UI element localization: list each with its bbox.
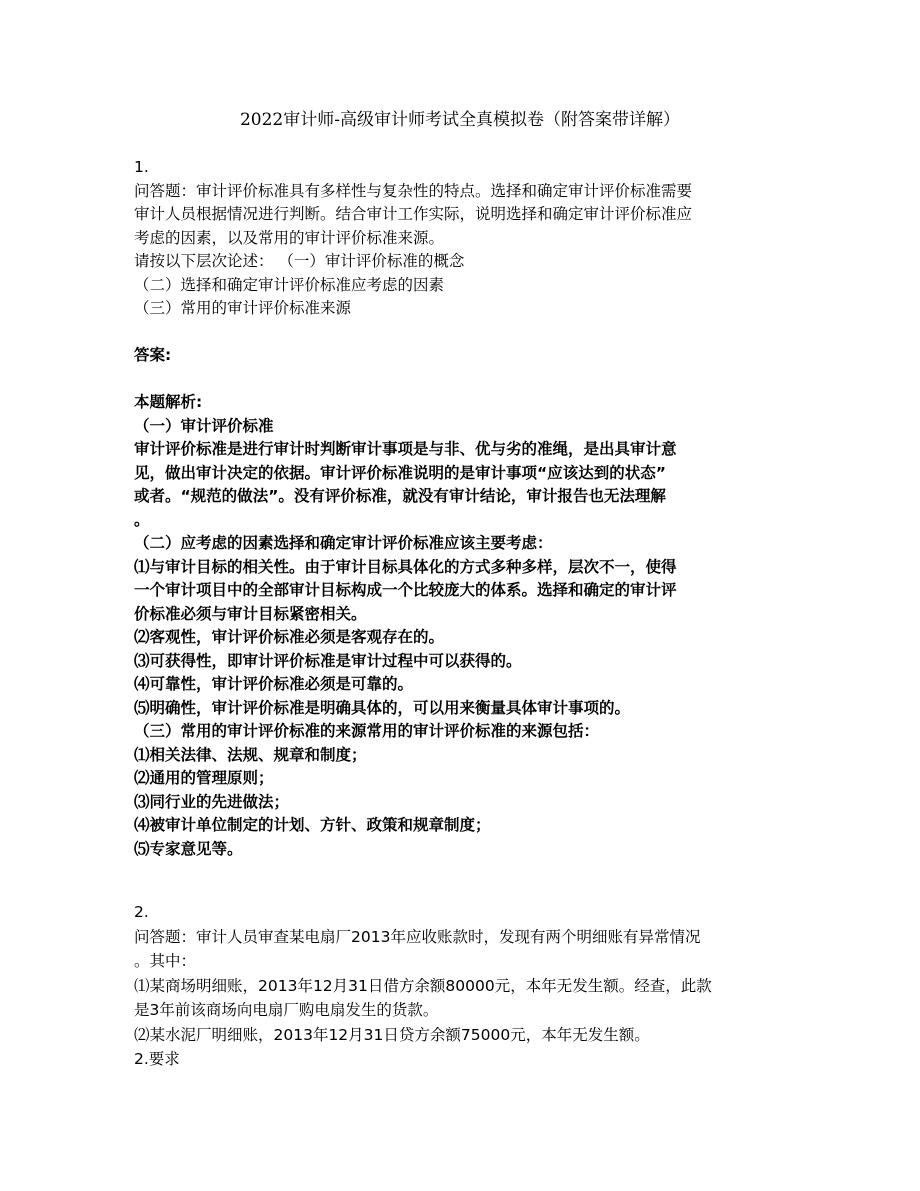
question-prompt-line: 问答题：审计人员审查某电扇厂2013年应收账款时，发现有两个明细账有异常情况	[134, 927, 701, 946]
question-prompt-line: 考虑的因素，以及常用的审计评价标准来源。	[134, 228, 445, 247]
analysis-line: ⑸专家意见等。	[134, 839, 243, 858]
analysis-line: 价标准必须与审计目标紧密相关。	[134, 604, 367, 623]
analysis-line: （三）常用的审计评价标准的来源常用的审计评价标准的来源包括：	[134, 722, 600, 740]
analysis-label: 本题解析:	[134, 393, 203, 411]
document-title: 2022审计师-高级审计师考试全真模拟卷（附答案带详解）	[239, 110, 680, 130]
analysis-line: （二）应考虑的因素选择和确定审计评价标准应该主要考虑：	[134, 534, 553, 552]
question-prompt-line: ⑵某水泥厂明细账，2013年12月31日贷方余额75000元，本年无发生额。	[134, 1025, 650, 1044]
analysis-line: 或者。“规范的做法”。没有评价标准，就没有审计结论，审计报告也无法理解	[134, 487, 666, 505]
question-prompt-line: 2.要求	[134, 1050, 180, 1068]
analysis-line: （一）审计评价标准	[134, 416, 274, 435]
question-prompt-line: ⑴某商场明细账，2013年12月31日借方余额80000元，本年无发生额。经查，此款	[134, 976, 712, 995]
analysis-line: ⑶同行业的先进做法；	[134, 792, 290, 811]
question-prompt-line: （三）常用的审计评价标准来源	[134, 299, 352, 317]
question-2	[134, 900, 794, 1072]
question-number: 2.	[134, 903, 149, 921]
analysis-line: ⑷可靠性，审计评价标准必须是可靠的。	[134, 675, 414, 693]
spacer	[134, 321, 794, 345]
question-1	[134, 156, 794, 861]
question-number: 1.	[134, 158, 149, 176]
question-prompt-line: 是3年前该商场向电扇厂购电扇发生的货款。	[134, 1001, 439, 1019]
analysis-line: ⑴相关法律、法规、规章和制度；	[134, 745, 367, 764]
spacer	[134, 368, 794, 392]
analysis-line: 一个审计项目中的全部审计目标构成一个比较庞大的体系。选择和确定的审计评	[134, 581, 677, 599]
analysis-line: 见，做出审计决定的依据。审计评价标准说明的是审计事项“应该达到的状态”	[134, 463, 666, 482]
question-prompt-line: 请按以下层次论述： （一）审计评价标准的概念	[134, 252, 465, 270]
question-prompt-line: （二）选择和确定审计评价标准应考虑的因素	[134, 275, 445, 294]
question-prompt-line: 审计人员根据情况进行判断。结合审计工作实际，说明选择和确定审计评价标准应	[134, 205, 693, 223]
analysis-line: ⑵客观性，审计评价标准必须是客观存在的。	[134, 628, 445, 646]
question-prompt-line: 。其中：	[134, 952, 197, 970]
analysis-line: 审计评价标准是进行审计时判断审计事项是与非、优与劣的准绳，是出具审计意	[134, 440, 677, 458]
analysis-line: ⑵通用的管理原则；	[134, 769, 274, 787]
analysis-line: ⑴与审计目标的相关性。由于审计目标具体化的方式多种多样，层次不一，使得	[134, 557, 677, 576]
question-prompt-line: 问答题：审计评价标准具有多样性与复杂性的特点。选择和确定审计评价标准需要	[134, 181, 693, 200]
analysis-line: 。	[134, 510, 150, 529]
analysis-line: ⑸明确性，审计评价标准是明确具体的，可以用来衡量具体审计事项的。	[134, 698, 631, 717]
answer-label: 答案:	[134, 346, 172, 364]
analysis-line: ⑶可获得性，即审计评价标准是审计过程中可以获得的。	[134, 651, 522, 670]
analysis-line: ⑷被审计单位制定的计划、方针、政策和规章制度；	[134, 816, 491, 834]
